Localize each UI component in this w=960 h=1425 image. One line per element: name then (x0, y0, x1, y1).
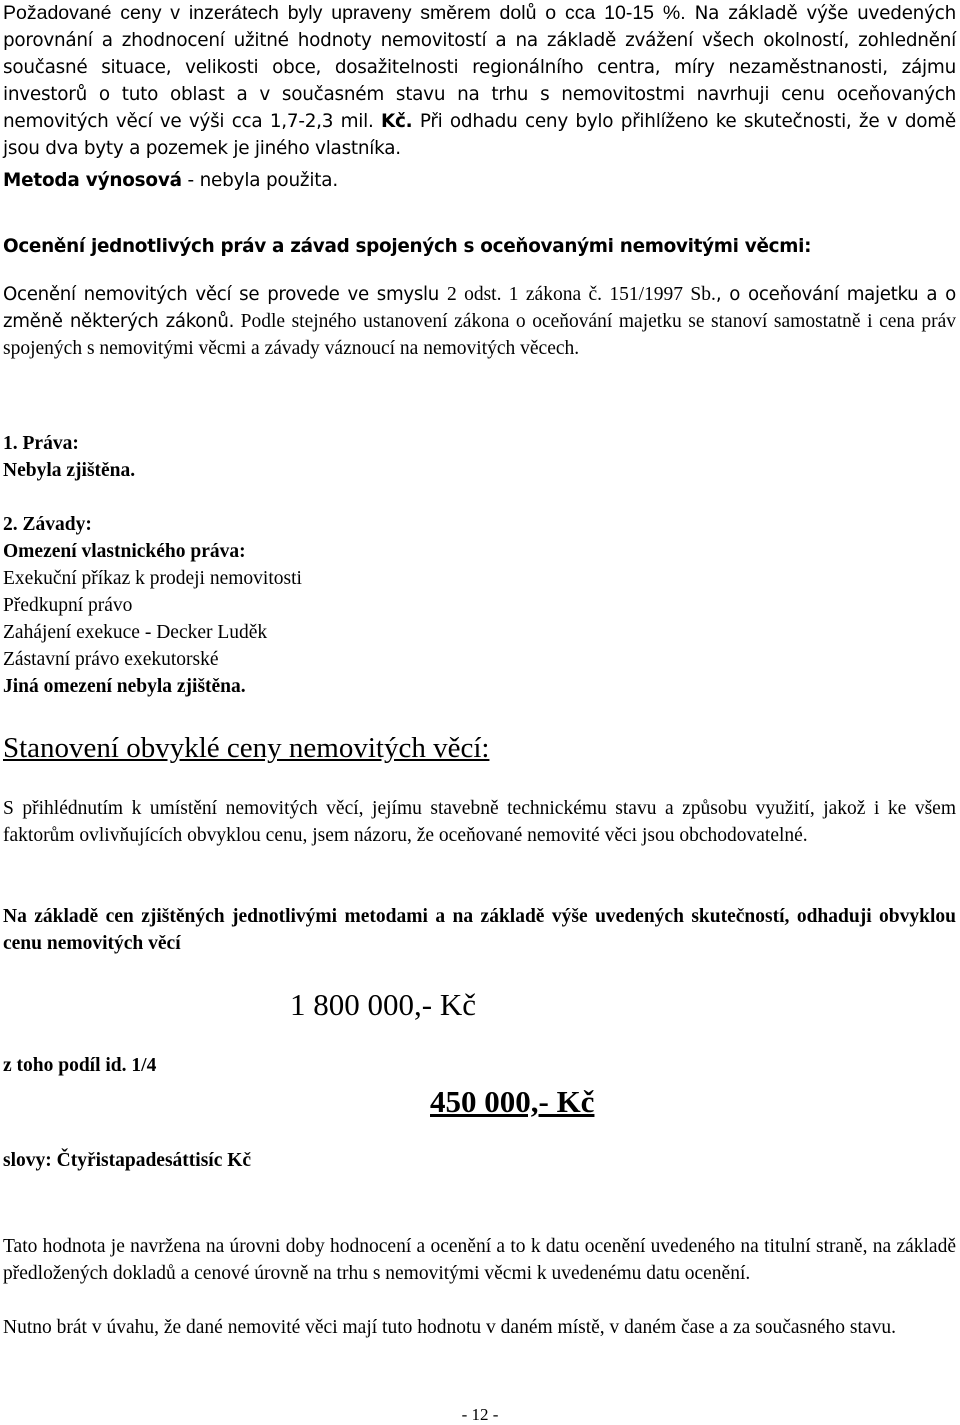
oceneni-law-ref: 2 odst. 1 zákona č. 151/1997 Sb. (446, 284, 716, 305)
total-price: 1 800 000,- Kč (290, 987, 476, 1022)
intro-currency: Kč. (381, 111, 413, 132)
stanoveni-paragraph: S přihlédnutím k umístění nemovitých věcí, jejímu stavebně technickému stavu a způsobu využití, jakož i ke všem faktorům ovlivňujících obvyklou cenu, jsem názoru, že oceňované nemovité věci jsou obchodovatelné. (3, 798, 956, 846)
oceneni-paragraph (3, 281, 956, 362)
oceneni-heading: Ocenění jednotlivých práv a závad spojených s oceňovanými nemovitými věcmi: (3, 236, 812, 257)
share-price: 450 000,- Kč (430, 1084, 595, 1119)
amount-in-words: slovy: Čtyřistapadesáttisíc Kč (3, 1150, 252, 1171)
oceneni-text-d: Podle stejného ustanovení zákona o oceňování majetku se stanoví samostatně i cena práv spojených s nemovitými věcmi a závady váznoucí na nemovitých věcech. (3, 311, 956, 359)
metoda-label: Metoda výnosová (3, 170, 182, 191)
stanoveni-title: Stanovení obvyklé ceny nemovitých věcí: (3, 732, 490, 764)
intro-price-adjustment: Požadované ceny v inzerátech byly upraveny směrem dolů o cca 10-15 %. (3, 2, 686, 24)
zavady-item: Exekuční příkaz k prodeji nemovitosti (3, 568, 302, 589)
zavady-footer: Jiná omezení nebyla zjištěna. (3, 676, 246, 697)
prava-value: Nebyla zjištěna. (3, 460, 136, 481)
zavady-item: Zástavní právo exekutorské (3, 649, 219, 670)
oceneni-text-c: , o oceňování majetku a o změně některých zákonů. (3, 284, 956, 332)
zavady-subheading: Omezení vlastnického práva: (3, 541, 246, 562)
intro-paragraph (3, 0, 956, 162)
closing-paragraph-2: Nutno brát v úvahu, že dané nemovité věci mají tuto hodnotu v daném místě, v daném čase a za současného stavu. (3, 1317, 896, 1338)
metoda-rest: - nebyla použita. (181, 170, 339, 191)
zavady-item: Předkupní právo (3, 595, 133, 616)
stanoveni-bold-paragraph: Na základě cen zjištěných jednotlivými metodami a na základě výše uvedených skutečností, odhaduji obvyklou cenu nemovitých věcí (3, 906, 956, 954)
prava-section (3, 430, 135, 484)
prava-heading: 1. Práva: (3, 433, 79, 454)
zavady-item: Zahájení exekuce - Decker Luděk (3, 622, 268, 643)
zavady-heading: 2. Závady: (3, 514, 92, 535)
closing-paragraph-1: Tato hodnota je navržena na úrovni doby hodnocení a ocenění a to k datu ocenění uvedeného na titulní straně, na základě předložených dokladů a cenové úrovně na trhu s nemovitými věcmi k uvedenému datu ocenění. (3, 1236, 956, 1284)
oceneni-text-a: Ocenění nemovitých věcí se provede ve smyslu (3, 284, 447, 305)
metoda-line (3, 170, 338, 191)
intro-text-end: Při odhadu ceny bylo přihlíženo ke skutečnosti, že v domě jsou dva byty a pozemek je jiného vlastníka. (3, 111, 956, 159)
page-number: - 12 - (461, 1405, 499, 1424)
intro-text: Na základě výše uvedených porovnání a zhodnocení užitné hodnoty nemovitostí a na základě zvážení všech okolností, zohlednění současné situace, velikosti obce, dosažitelnosti regionálního centra, míry nezaměstnanosti, zájmu investorů o tuto oblast a v současném stavu na trhu s nemovitostmi navrhuji cenu oceňovaných nemovitých věcí ve výši cca 1,7-2,3 mil. (3, 3, 956, 132)
share-label: z toho podíl id. 1/4 (3, 1055, 157, 1076)
zavady-section (3, 511, 302, 700)
